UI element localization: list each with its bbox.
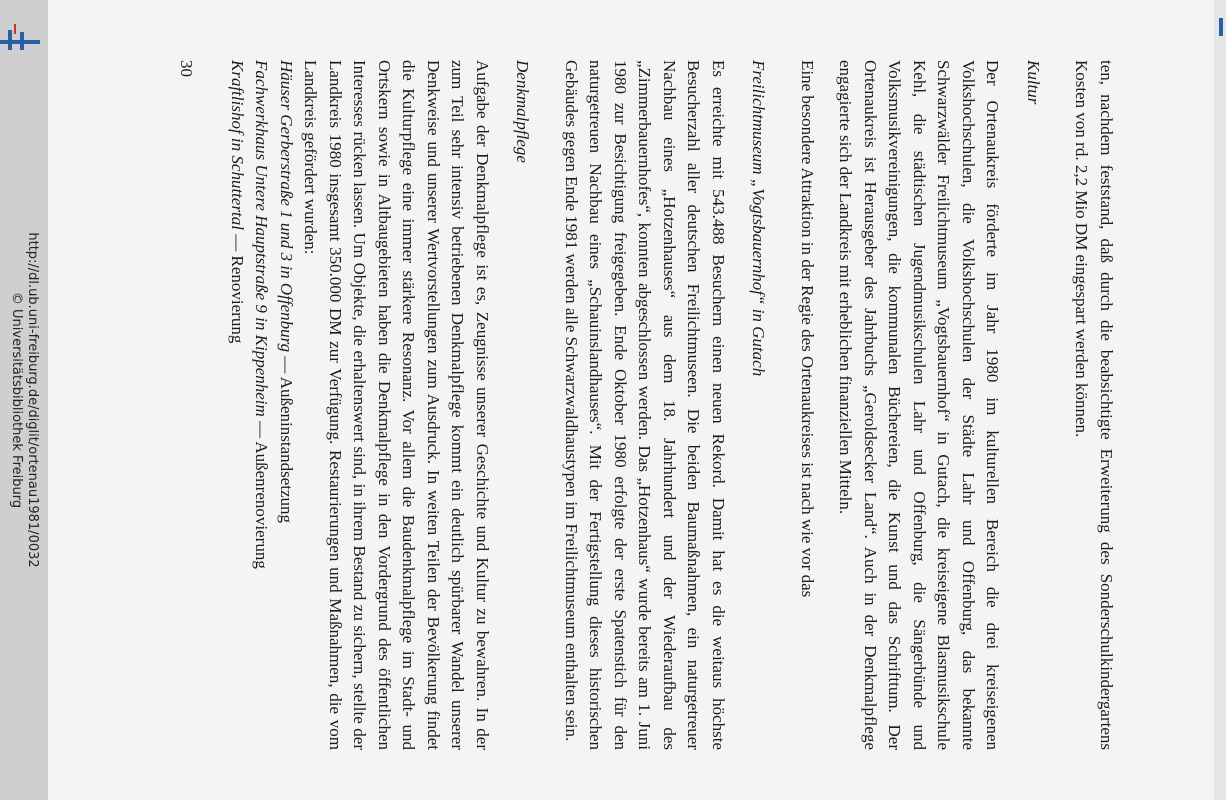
viewer-right-margin xyxy=(1214,0,1226,800)
library-mark-icon xyxy=(1218,18,1224,36)
heading-denkmalpflege: Denkmalpflege xyxy=(513,60,533,163)
list-item xyxy=(225,60,250,750)
source-attribution xyxy=(8,232,40,567)
page-text-body xyxy=(174,60,1118,750)
list-item xyxy=(274,60,299,750)
paragraph-intro: ten, nachdem feststand, daß durch die beabsichtigte Erweiterung des Sonderschulkindergartens Kosten von rd. 2,2 Mio DM eingespart werden können. xyxy=(1072,60,1116,750)
paragraph-attraktion: Eine besondere Attraktion in der Regie des Ortenaukreises ist nach wie vor das xyxy=(798,60,817,598)
viewer-left-margin xyxy=(0,0,48,800)
page-number: 30 xyxy=(177,60,197,77)
list-item xyxy=(249,60,274,750)
scanned-page xyxy=(48,0,1214,800)
list-item-name: Fachwerkhaus Untere Hauptstraße 9 in Kippenheim xyxy=(252,60,272,417)
heading-kultur: Kultur xyxy=(1024,60,1043,105)
copyright-notice: © Universitätsbibliothek Freiburg xyxy=(9,291,24,509)
paragraph-denkmalpflege: Aufgabe der Denkmalpflege ist es, Zeugnisse unserer Geschichte und Kultur zu bewahren. In der zum Teil sehr intensiv betriebenen Denkmalpflege kommt ein deutlich spürbarer Wandel unserer Denkweise und unserer Wertvorstellungen zum Ausdruck. In weiten Teilen der Bevölkerung findet die Kulturpflege eine immer stärkere Resonanz. Vor allem die Baudenkmalpflege im Stadt- und Ortskern sowie in Altbaugebieten haben die Denkmalpflege in den Vordergrund des öffentlichen Interesses rücken lassen. Um Objekte, die erhaltenswert sind, in ihrem Bestand zu sichern, stellte der Landkreis 1980 insgesamt 350.000 DM zur Verfügung. Restaurierungen und Maßnahmen, die vom Landkreis gefördert wurden: xyxy=(301,60,492,750)
list-item-action: — Außenrenovierung xyxy=(252,416,272,569)
list-item-name: Häuser Gerberstraße 1 und 3 in Offenburg xyxy=(277,60,296,353)
paragraph-freilichtmuseum: Es erreichte mit 543.488 Besuchern einen neuen Rekord. Damit hat es die weitaus höchste Besucherzahl aller deutschen Freilichtmuseen. Die beiden Baumaßnahmen, ein naturgetreuer Nachbau eines „Hotzenhauses“ aus dem 18. Jahrhundert und der Wiederaufbau des „Zimmerbauernhofes“, konnten abgeschlossen werden. Das „Hotzenhaus“ wurde bereits am 1. Juni 1980 zur Besichtigung freigegeben. Ende Oktober 1980 erfolgte der erste Spatenstich für den naturgetreuen Nachbau eines „Schauinslandhauses“. Mit der Fertigstellung dieses historischen Gebäudes gegen Ende 1981 werden alle Schwarzwaldhaustypen im Freilichtmuseum enthalten sein. xyxy=(562,60,728,750)
heading-freilichtmuseum: Freilichtmuseum „Vogtsbauernhof“ in Gutach xyxy=(749,60,769,377)
source-url[interactable]: http://dl.ub.uni-freiburg.de/diglit/ortenau1981/0032 xyxy=(25,232,40,568)
paragraph-kultur: Der Ortenaukreis förderte im Jahr 1980 im kulturellen Bereich die drei kreiseigenen Volkshochschulen, die Volkshochschulen der Städte Lahr und Offenburg, das bekannte Schwarzwälder Freilichtmuseum „Vogtsbauernhof“ in Gutach, die kreiseigene Blasmusikschule Kehl, die städtischen Jugendmusikschulen Lahr und Offenburg, die Sängerbünde und Volksmusikvereinigungen, die kommunalen Büchereien, die Kunst und das Schrifttum. Der Ortenaukreis ist Herausgeber des Jahrbuchs „Geroldsecker Land“. Auch in der Denkmalpflege engagierte sich der Landkreis mit erheblichen finanziellen Mitteln. xyxy=(836,60,1003,750)
rotated-page-content xyxy=(123,40,1133,760)
list-item-name: Kraftlishof in Schuttertal xyxy=(228,60,247,231)
list-item-action: — Renovierung xyxy=(228,230,247,344)
list-item-action: — Außeninstandsetzung xyxy=(277,352,296,524)
